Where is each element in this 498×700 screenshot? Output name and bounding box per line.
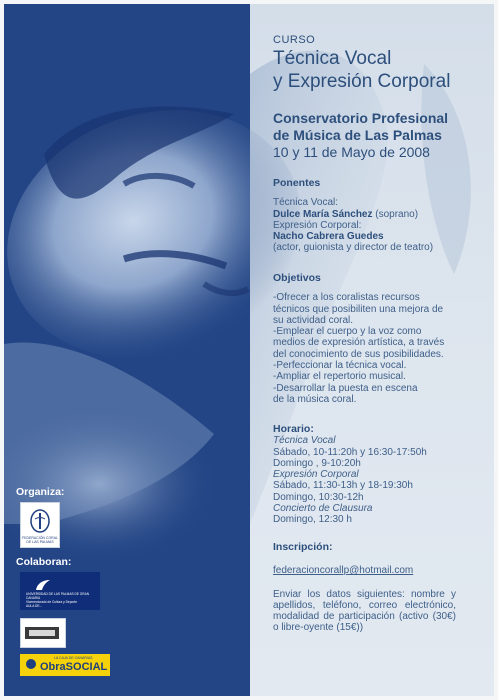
- obra-social-top-text: LA CAJA DE CANARIAS: [54, 656, 93, 660]
- obra-social-logo: [20, 654, 110, 676]
- ulpgc-logo-text: UNIVERSIDAD DE LAS PALMAS DE GRAN CANARIA Vicerrectorado de Cultura y Deporte AULA DE...: [26, 592, 89, 608]
- inscripcion-heading: Inscripción:: [273, 541, 333, 553]
- obra-social-text: ObraSOCIAL: [40, 661, 108, 673]
- speaker-2-name: Nacho Cabrera Guedes: [273, 231, 384, 243]
- title-line-2: y Expresión Corporal: [273, 71, 451, 92]
- session-1-title: Técnica Vocal: [273, 435, 336, 447]
- objetivo-line: -Ofrecer a los coralistas recursos: [273, 292, 420, 304]
- institution-line-1: Conservatorio Profesional: [273, 110, 449, 126]
- objetivos-section: [273, 273, 444, 405]
- colaboran-label: Colaboran:: [16, 556, 72, 568]
- session-3-line-1: Domingo, 12:30 h: [273, 514, 352, 526]
- ulpgc-emblem-icon: [34, 578, 52, 592]
- ponentes-section: [273, 178, 433, 254]
- course-label: CURSO: [273, 34, 316, 46]
- institution-line-2: de Música de Las Palmas: [273, 127, 442, 143]
- obra-social-circle-icon: [26, 659, 36, 669]
- third-sponsor-logo: [20, 618, 66, 648]
- area-1: Técnica Vocal:: [273, 197, 339, 209]
- title-line-1: Técnica Vocal: [273, 48, 392, 69]
- speaker-1-name: Dulce María Sánchez: [273, 208, 373, 220]
- session-1-line-1: Sábado, 10-11:20h y 16:30-17:50h: [273, 446, 427, 458]
- session-2-title: Expresión Corporal: [273, 469, 359, 481]
- session-2-line-2: Domingo, 10:30-12h: [273, 491, 364, 503]
- objetivo-line: medios de expresión artística, a través: [273, 337, 445, 349]
- ulpgc-logo: [20, 572, 100, 610]
- email-link[interactable]: federacioncorallp@hotmail.com: [273, 565, 414, 577]
- federacion-coral-logo: [20, 502, 60, 548]
- federacion-coral-logo-text: FEDERACIÓN CORAL DE LAS PALMAS: [22, 536, 58, 544]
- objetivo-line: -Desarrollar la puesta en escena: [273, 382, 418, 394]
- speaker-2-role: (actor, guionista y director de teatro): [273, 242, 434, 254]
- objetivo-line: su actividad coral.: [273, 314, 354, 326]
- session-3-title: Concierto de Clausura: [273, 503, 373, 515]
- objetivo-line: -Emplear el cuerpo y la voz como: [273, 326, 422, 338]
- event-dates: 10 y 11 de Mayo de 2008: [273, 144, 430, 160]
- session-2-line-1: Sábado, 11:30-13h y 18-19:30h: [273, 480, 413, 492]
- speaker-1-role: (soprano): [372, 208, 419, 220]
- horario-section: [273, 424, 427, 526]
- horario-heading: Horario:: [273, 423, 314, 435]
- inscripcion-section: [273, 542, 456, 634]
- inscripcion-instructions: Enviar los datos siguientes: nombre y apellidos, teléfono, correo electrónico, modalidad de participación (activo (30€) o libre-oyente (15€)): [273, 588, 456, 634]
- objetivo-line: técnicos que posibiliten una mejora de: [273, 303, 444, 315]
- objetivo-line: -Ampliar el repertorio musical.: [273, 371, 406, 383]
- objetivo-line: del conocimiento de sus posibilidades.: [273, 348, 444, 360]
- session-1-line-2: Domingo , 9-10:20h: [273, 457, 361, 469]
- objetivos-heading: Objetivos: [273, 272, 321, 284]
- objetivo-line: de la música coral.: [273, 393, 357, 405]
- area-2: Expresión Corporal:: [273, 219, 362, 231]
- objetivo-line: -Perfeccionar la técnica vocal.: [273, 360, 407, 372]
- ponentes-heading: Ponentes: [273, 177, 321, 189]
- organiza-label: Organiza:: [16, 486, 65, 498]
